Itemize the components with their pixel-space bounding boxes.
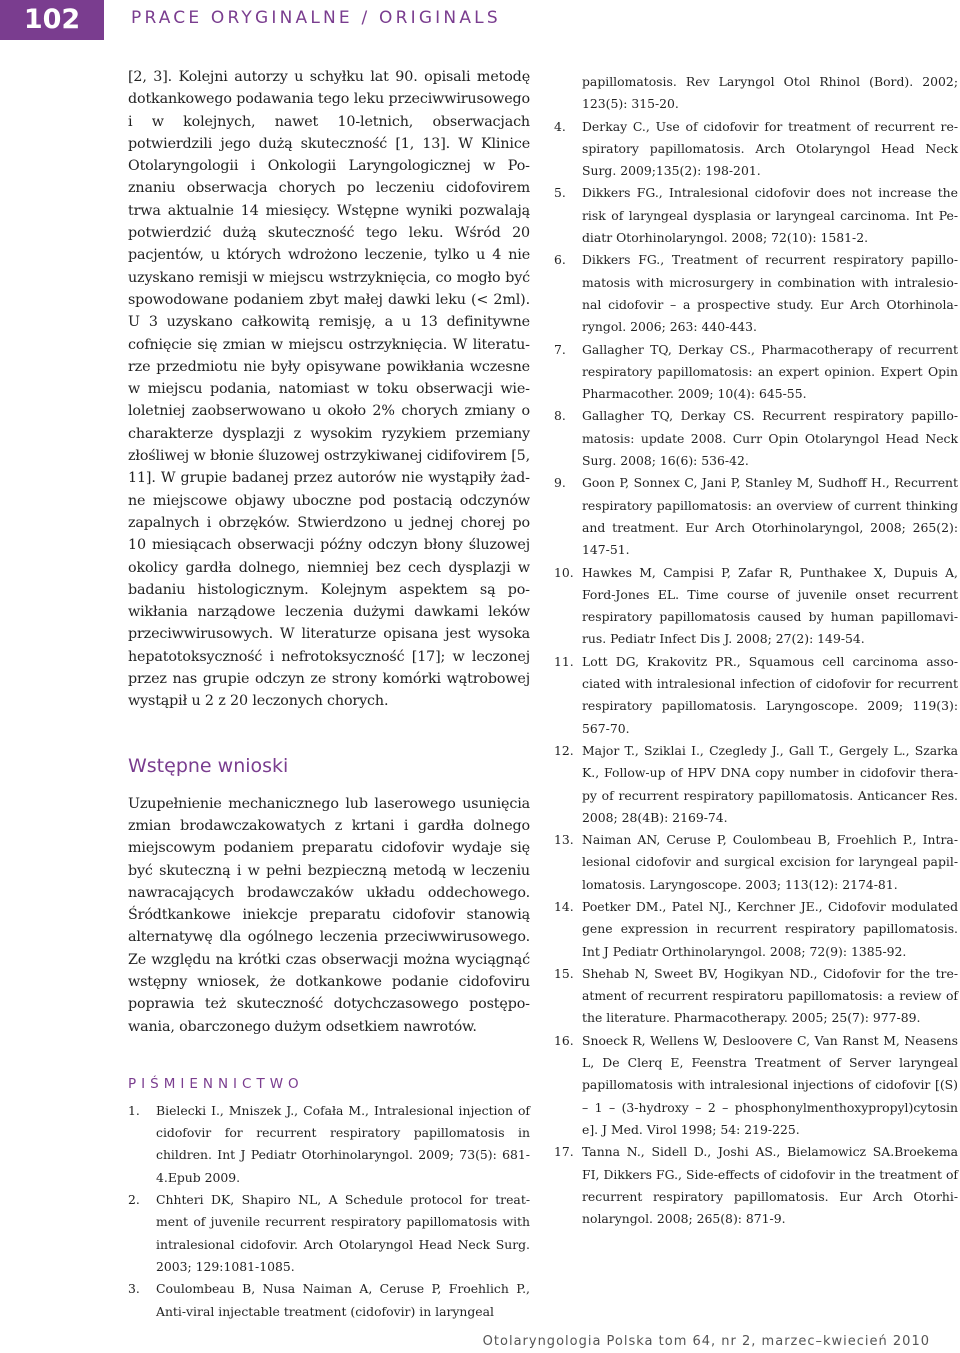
references-heading: PIŚMIENNICTWO [128, 1075, 304, 1092]
reference-number: 15. [554, 965, 574, 981]
reference-number: 1. [128, 1102, 140, 1118]
section-heading: Wstępne wnioski [128, 754, 289, 777]
reference-text: Shehab N, Sweet BV, Hogikyan ND., Cidofovir for the treatment of recurrent respiratoru papillomatosis: a review of the literature. Pharmacotherapy. 2005; 25(7): 977-89. [582, 965, 958, 1026]
reference-item [554, 562, 958, 651]
reference-text: Tanna N., Sidell D., Joshi AS., Bielamowicz SA.Broekema FI, Dikkers FG., Side-effects of cidofovir in the treatment of recurrent respiratory papillomatosis. Eur Arch Otorhinolaryngol. 2008; 265(8): 871-9. [582, 1144, 958, 1227]
reference-text: Poetker DM., Patel NJ., Kerchner JE., Cidofovir modulated gene expression in recurrent respiratory papillomatosis. Int J Pediatr Orthinolaryngol. 2008; 72(9): 1385-92. [582, 898, 958, 959]
reference-text: Derkay C., Use of cidofovir for treatment of recurrent respiratory papillomatosis. Arch Otolaryngol Head Neck Surg. 2009;135(2): 198-201. [582, 118, 958, 179]
reference-text: Chhteri DK, Shapiro NL, A Schedule protocol for treatment of juvenile recurrent respiratory papillomatosis with intralesional cidofovir. Arch Otolaryngol Head Neck Surg. 2003; 129:1081-1085. [156, 1192, 530, 1274]
reference-text: Goon P, Sonnex C, Jani P, Stanley M, Sudhoff H., Recurrent respiratory papillomatosis: an overview of current thinking and treatment. Eur Arch Otorhinolaryngol, 2008; 265(2): 147-51. [582, 475, 958, 558]
references-list-left [128, 1100, 530, 1323]
reference-number: 2. [128, 1192, 140, 1208]
reference-number: 9. [554, 475, 566, 491]
reference-number: 11. [554, 653, 574, 669]
reference-number: 6. [554, 252, 566, 268]
reference-text: Dikkers FG., Treatment of recurrent respiratory papillomatosis with microsurgery in combination with intralesional cidofovir – a prospective study. Eur Arch Otorhinolaryngol. 2006; 263: 440-443. [582, 252, 958, 335]
body-paragraph-2: Uzupełnienie mechanicznego lub laserowego usunięcia zmian brodawczakowatych z krtani i gardła dolnego miejscowym podaniem preparatu cidofovir wydaje się być skuteczną i w pełni bezpieczną metodą w leczeniu nawracających brodawczaków układu oddechowego. Śródtkankowe iniekcje preparatu cidofovir stanowią alternatywę dla ogólnego leczenia przeciwwirusowego. Ze względu na krótki czas obserwacji można wyciągnąć wstępny wniosek, że dotkankowe podanie cidofoviru poprawia też skuteczność dotychczasowego postępowania, obarczonego dużym odsetkiem nawrotów. [128, 795, 530, 1035]
reference-item [554, 1030, 958, 1141]
reference-item [128, 1100, 530, 1189]
reference-item [554, 651, 958, 740]
reference-item [554, 472, 958, 561]
reference-text: Naiman AN, Ceruse P, Coulombeau B, Froehlich P., Intralesional cidofovir and surgical excision for laryngeal papillomatosis. Laryngoscope. 2003; 113(12): 2174-81. [582, 832, 958, 892]
page-number: 102 [0, 0, 104, 40]
reference-text: Bielecki I., Mniszek J., Cofała M., Intralesional injection of cidofovir for recurrent respiratory papillomatosis in children. Int J Pediatr Otorhinolaryngol. 2009; 73(5): 681-4.Epub 2009. [156, 1102, 530, 1185]
reference-text: Gallagher TQ, Derkay CS. Recurrent respiratory papillomatosis: update 2008. Curr Opin Otolaryngol Head Neck Surg. 2008; 16(6): 536-42. [582, 408, 958, 469]
reference-item [554, 963, 958, 1030]
reference-text: Major T., Sziklai I., Czegledy J., Gall T., Gergely L., Szarka K., Follow-up of HPV DNA copy number in cidofovir therapy of recurrent respiratory papillomatosis. Anticancer Res. 2008; 28(4B): 2169-74. [582, 742, 958, 825]
reference-text: papillomatosis. Rev Laryngol Otol Rhinol (Bord). 2002; 123(5): 315-20. [582, 74, 958, 112]
reference-number: 14. [554, 898, 574, 914]
reference-number: 10. [554, 564, 574, 580]
reference-item [554, 249, 958, 338]
reference-item [128, 1189, 530, 1278]
reference-item [554, 1141, 958, 1230]
reference-number: 17. [554, 1144, 574, 1160]
reference-item [554, 116, 958, 183]
reference-item [128, 1278, 530, 1323]
right-column [554, 71, 958, 1230]
reference-text: Snoeck R, Wellens W, Desloovere C, Van Ranst M, Neasens L, De Clerq E, Feenstra Treatment of Server laryngeal papillomatosis with intralesional injections of cidofovir [(S) – 1 – (3-hydroxy – 2 – phosphonylmenthoxypropyl)cytosin e]. J Med. Virol 1998; 54: 219-225. [582, 1032, 958, 1137]
reference-item [554, 405, 958, 472]
left-column [128, 66, 530, 1323]
reference-number: 13. [554, 832, 574, 848]
body-paragraph-1: [2, 3]. Kolejni autorzy u schyłku lat 90. opisali metodę dotkankowego podawania tego leku przeciwwirusowego i w kolejnych, nawet 10-letnich, obserwacjach potwierdzili jego dużą skuteczność [1, 13]. W Klinice Otolaryngologii i Onkologii Laryngologicznej w Poznaniu obserwacja chorych po leczeniu cidofovirem trwa aktualnie 14 miesięcy. Wstępne wyniki pozwalają potwierdzić dużą skuteczność tego leku. Wśród 20 pacjentów, u których wdrożono leczenie, tylko u 4 nie uzyskano remisji w miejscu wstrzyknięcia, co mogło być spowodowane podaniem zbyt małej dawki leku (< 2ml). U 3 uzyskano całkowitą remisję, a u 13 definitywne cofnięcie się zmian w miejscu ostrzyknięcia. W literaturze przedmiotu nie były opisywane powikłania wczesne w miejscu podania, natomiast w toku obserwacji wieloletniej zaobserwowano u około 2% chorych zmiany o charakterze dysplazji z wysokim ryzykiem przemiany złośliwej w błonie śluzowej ostrzykiwanej cidifovirem [5, 11]. W grupie badanej przez autorów nie wystąpiły żadne miejscowe objawy uboczne pod postacią odczynów zapalnych i obrzęków. Stwierdzono u jednej chorej po 10 miesiącach obserwacji późny odczyn błony śluzowej okolicy gardła dolnego, niemniej bez cech dysplazji w badaniu histologicznym. Kolejnym aspektem są powikłania narządowe leczenia dużymi dawkami leków przeciwwirusowych. W literaturze opisana jest wysoka hepatotoksyczność i nefrotoksyczność [17]; w leczonej przez nas grupie odczyn ze strony komórki wątrobowej wystąpił u 2 z 20 leczonych chorych. [128, 69, 530, 710]
section-label: PRACE ORYGINALNE / ORIGINALS [131, 8, 501, 28]
reference-text: Hawkes M, Campisi P, Zafar R, Punthakee X, Dupuis A, Ford-Jones EL. Time course of juvenile onset recurrent respiratory papillomatosis caused by human papillomavirus. Pediatr Infect Dis J. 2008; 27(2): 149-54. [582, 564, 958, 647]
reference-text: Coulombeau B, Nusa Naiman A, Ceruse P, Froehlich P., Anti-viral injectable treatment (cidofovir) in laryngeal [156, 1281, 530, 1319]
reference-item [554, 71, 958, 116]
reference-item [554, 829, 958, 896]
reference-item [554, 339, 958, 406]
reference-text: Dikkers FG., Intralesional cidofovir does not increase the risk of laryngeal dysplasia or laryngeal carcinoma. Int Pediatr Otorhinolaryngol. 2008; 72(10): 1581-2. [582, 185, 958, 246]
reference-text: Lott DG, Krakovitz PR., Squamous cell carcinoma associated with intralesional infection of cidofovir for recurrent respiratory papillomatosis. Laryngoscope. 2009; 119(3): 567-70. [582, 653, 958, 736]
reference-number: 16. [554, 1032, 574, 1048]
reference-number: 4. [554, 118, 566, 134]
reference-number: 7. [554, 341, 566, 357]
reference-number [554, 71, 582, 116]
reference-number: 12. [554, 742, 574, 758]
reference-item [554, 182, 958, 249]
journal-footer: Otolaryngologia Polska tom 64, nr 2, marzec–kwiecień 2010 [482, 1334, 930, 1349]
reference-text: Gallagher TQ, Derkay CS., Pharmacotherapy of recurrent respiratory papillomatosis: an expert opinion. Expert Opin Pharmacother. 2009; 10(4): 645-55. [582, 341, 958, 402]
page-header [0, 0, 960, 40]
reference-number: 3. [128, 1281, 140, 1297]
reference-number: 8. [554, 408, 566, 424]
reference-number: 5. [554, 185, 566, 201]
reference-item [554, 740, 958, 829]
reference-item [554, 896, 958, 963]
